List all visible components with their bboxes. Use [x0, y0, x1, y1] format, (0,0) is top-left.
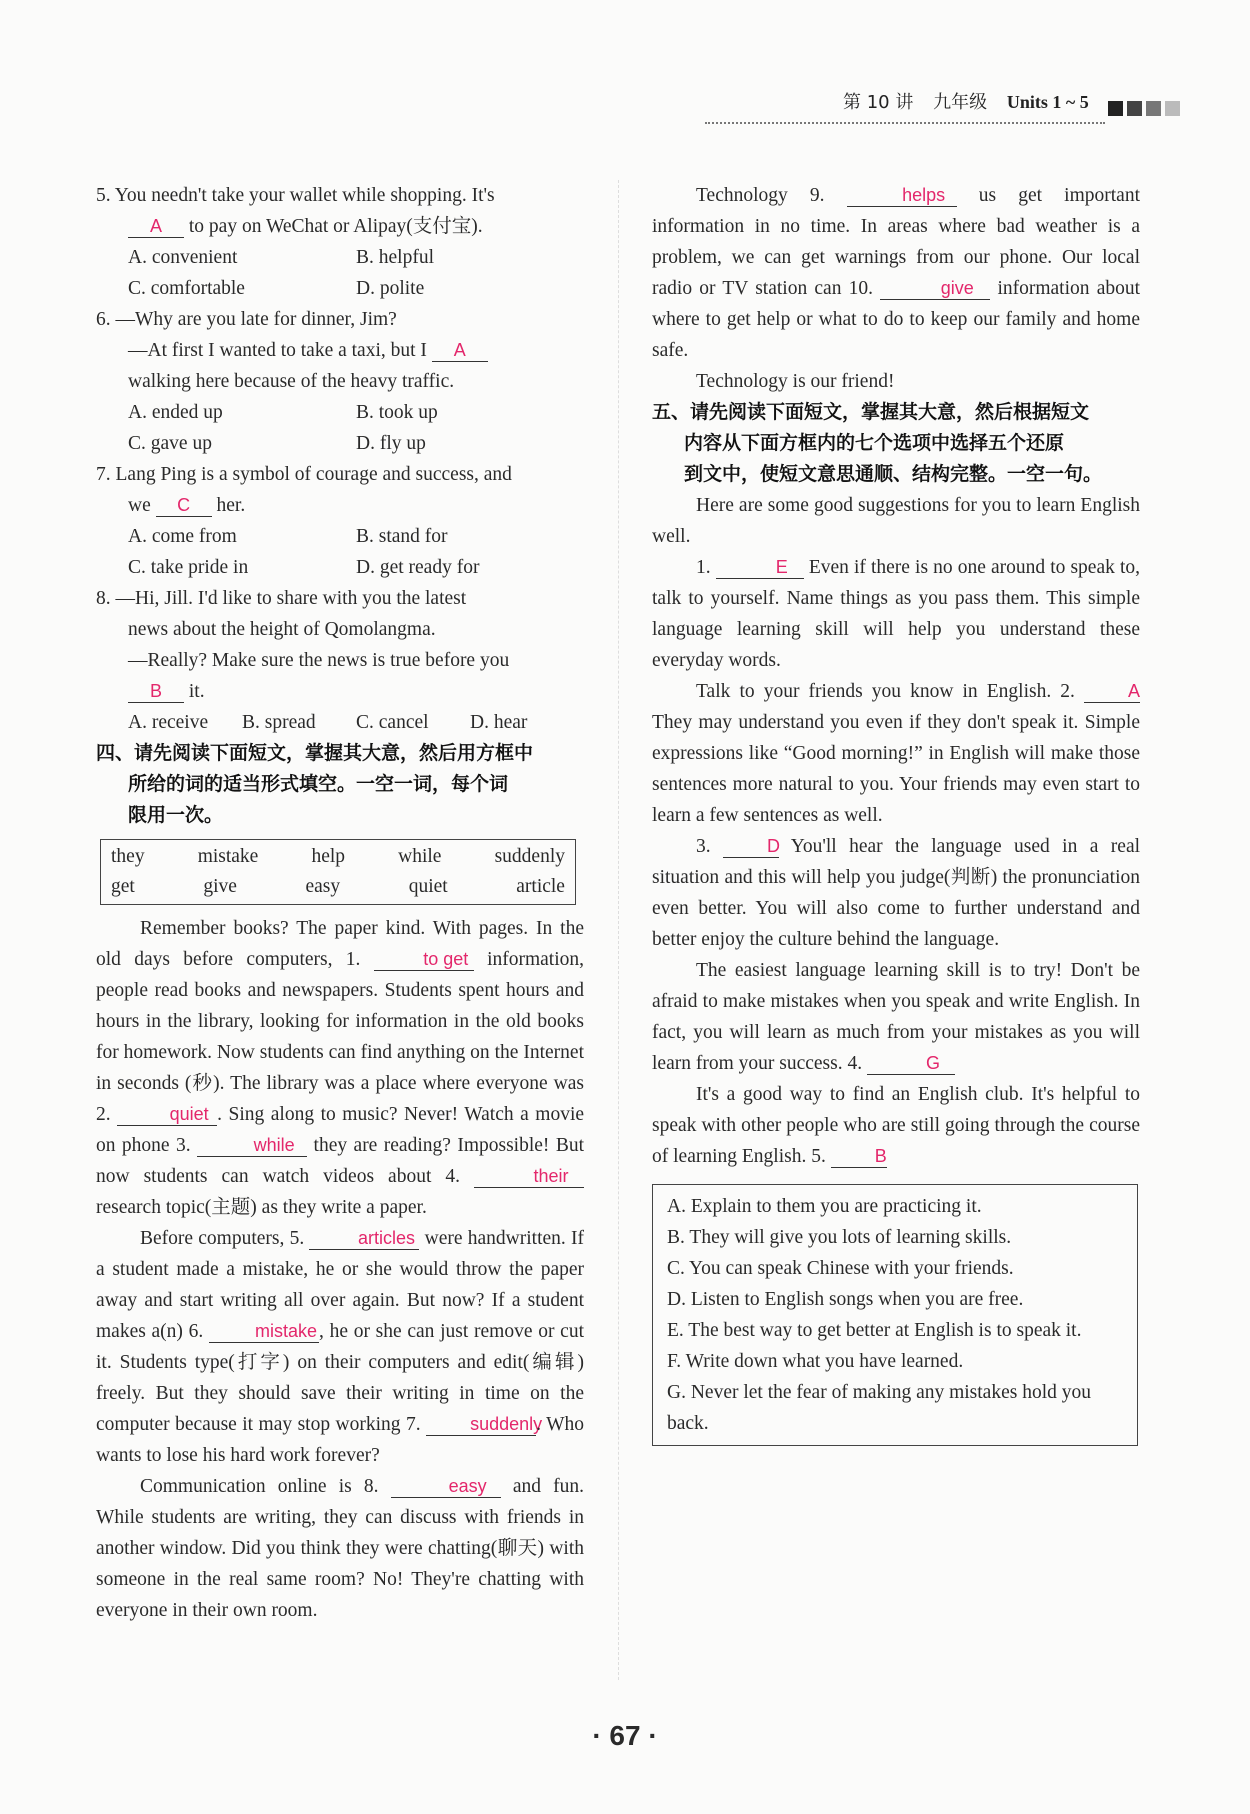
option-a: A. Explain to them you are practicing it.	[667, 1196, 982, 1217]
section-4-title: 四、请先阅读下面短文，掌握其大意，然后用方框中 所给的词的适当形式填空。一空一词，每个词 限用一次。	[96, 742, 534, 826]
blank-3-answer: while	[197, 1134, 307, 1157]
q8-stem: 8. —Hi, Jill. I'd like to share with you the latest	[96, 588, 467, 609]
passage5-para-4: The easiest language learning skill is to try! Don't be afraid to make mistakes when you speak and write English. In fact, you will learn as much from your mistakes as you will learn from your success. 4. G	[652, 960, 1140, 1074]
q6-options-2: C. gave up D. fly up	[128, 433, 426, 454]
q7-stem-b: we C her.	[128, 495, 246, 516]
gap-5-answer: B	[831, 1145, 887, 1168]
left-column	[96, 180, 584, 1626]
q8-options: A. receive B. spread C. cancel D. hear	[128, 712, 528, 733]
q5-options-1: A. convenient B. helpful	[128, 247, 434, 268]
q6-answer: A	[432, 339, 488, 362]
passage5-para-3: 3. D You'll hear the language used in a real situation and this will help you judge(判断) the pronunciation even better. You will also come to further understand and better enjoy the culture behind the language.	[652, 836, 1141, 950]
options-box	[652, 1184, 1138, 1446]
blank-1-answer: to get	[374, 948, 474, 971]
passage4-para-4: Technology 9. helps us get important information in no time. In areas where bad weather is a problem, we can get warnings from our phone. Our local radio or TV station can 10. give information about where to get help or what to do to keep our family and home safe.	[652, 185, 1141, 361]
q6-stem-b: —At first I wanted to take a taxi, but I A	[96, 335, 584, 366]
q7-stem: 7. Lang Ping is a symbol of courage and success, and	[96, 464, 512, 485]
passage4-para-1: Remember books? The paper kind. With pages. In the old days before computers, 1. to get information, people read books and newspapers. Students spent hours and hours in the library, looking for information in the old books for homework. Now students can find anything on the Internet in seconds (秒). The library was a place where everyone was 2. quiet . Sing along to music? Never! Watch a movie on phone 3. while they are reading? Impossible! But now students can watch videos about 4. their research topic(主题) as they write a paper.	[96, 918, 585, 1218]
option-g: G. Never let the fear of making any mistakes hold you back.	[667, 1382, 1092, 1434]
q5-options-2: C. comfortable D. polite	[128, 278, 425, 299]
gap-4-answer: G	[867, 1052, 955, 1075]
passage5-para-1: 1. E Even if there is no one around to speak to, talk to yourself. Name things as you pass them. This simple language learning skill will help you understand these everyday words.	[652, 557, 1140, 671]
option-d: D. Listen to English songs when you are free.	[667, 1289, 1024, 1310]
header-square-1	[1108, 101, 1123, 116]
word-bank-row-1: they mistake help while suddenly	[111, 846, 565, 867]
q6-options-1: A. ended up B. took up	[128, 402, 438, 423]
q7-options-2: C. take pride in D. get ready for	[128, 557, 480, 578]
blank-2-answer: quiet	[117, 1103, 217, 1126]
passage4-para-5: Technology is our friend!	[696, 371, 895, 392]
q7-options-1: A. come from B. stand for	[128, 526, 448, 547]
header-square-2	[1127, 101, 1142, 116]
blank-6-answer: mistake	[209, 1320, 319, 1343]
gap-2-answer: A	[1084, 680, 1140, 703]
passage5-para-2: Talk to your friends you know in English. 2. A They may understand you even if they don't speak it. Simple expressions like “Good morning!” in English will make those sentences more natural to you. Your friends may even start to learn a few sentences as well.	[652, 681, 1141, 826]
section-5-title: 五、请先阅读下面短文，掌握其大意，然后根据短文 内容从下面方框内的七个选项中选择五个还原 到文中，使短文意思通顺、结构完整。一空一句。	[652, 401, 1103, 485]
option-f: F. Write down what you have learned.	[667, 1351, 964, 1372]
passage4-para-2: Before computers, 5. articles were handwritten. If a student made a mistake, he or she would throw the paper away and start writing all over again. But now? If a student makes a(n) 6. mistake , he or she can just remove or cut it. Students type(打字) on their computers and edit(编辑) freely. But they should save their writing in time on the computer because it may stop working 7. suddenly. Who wants to lose his hard work forever?	[96, 1228, 584, 1466]
header-rule	[705, 122, 1105, 124]
word-bank-row-2: get give easy quiet article	[111, 876, 565, 897]
units-label: Units 1 ~ 5	[1006, 92, 1089, 112]
passage5-intro: Here are some good suggestions for you to learn English well.	[652, 495, 1140, 547]
passage5-para-5: It's a good way to find an English club. It's helpful to speak with other people who are still going through the course of learning English. 5. B	[652, 1084, 1140, 1167]
grade-label: 九年级	[933, 92, 988, 113]
q5-stem: 5. You needn't take your wallet while shopping. It's	[96, 185, 495, 206]
gap-1-answer: E	[716, 556, 804, 579]
right-column	[652, 180, 1140, 1446]
column-divider	[618, 180, 619, 1680]
q5-answer: A	[128, 215, 184, 238]
running-header	[843, 88, 1089, 114]
q8-stem-b: news about the height of Qomolangma.	[128, 619, 436, 640]
word-bank	[100, 839, 576, 905]
blank-8-answer: easy	[391, 1475, 501, 1498]
gap-3-answer: D	[723, 835, 779, 858]
page-number: · 67 ·	[592, 1720, 658, 1751]
option-c: C. You can speak Chinese with your friends.	[667, 1258, 1014, 1279]
blank-10-answer: give	[880, 277, 990, 300]
blank-7-answer: suddenly	[426, 1413, 536, 1436]
q8-answer: B	[128, 680, 184, 703]
lecture-label: 第 10 讲	[843, 92, 914, 113]
q8-stem-c: —Really? Make sure the news is true before you	[128, 650, 510, 671]
q8-stem-d: B it.	[96, 676, 584, 707]
passage4-para-3: Communication online is 8. easy and fun. While students are writing, they can discuss with friends in another window. Did you think they were chatting(聊天) with someone in the real same room? No! They're chatting with everyone in their own room.	[96, 1476, 584, 1621]
q7-answer: C	[156, 494, 212, 517]
q6-stem: 6. —Why are you late for dinner, Jim?	[96, 309, 397, 330]
blank-5-answer: articles	[309, 1227, 419, 1250]
blank-9-answer: helps	[847, 184, 957, 207]
blank-4-answer: their	[474, 1165, 584, 1188]
option-b: B. They will give you lots of learning skills.	[667, 1227, 1012, 1248]
header-square-4	[1165, 101, 1180, 116]
q6-stem-c: walking here because of the heavy traffic.	[128, 371, 455, 392]
header-square-3	[1146, 101, 1161, 116]
q5-stem-b: A to pay on WeChat or Alipay(支付宝).	[96, 211, 584, 242]
option-e: E. The best way to get better at English is to speak it.	[667, 1320, 1082, 1341]
